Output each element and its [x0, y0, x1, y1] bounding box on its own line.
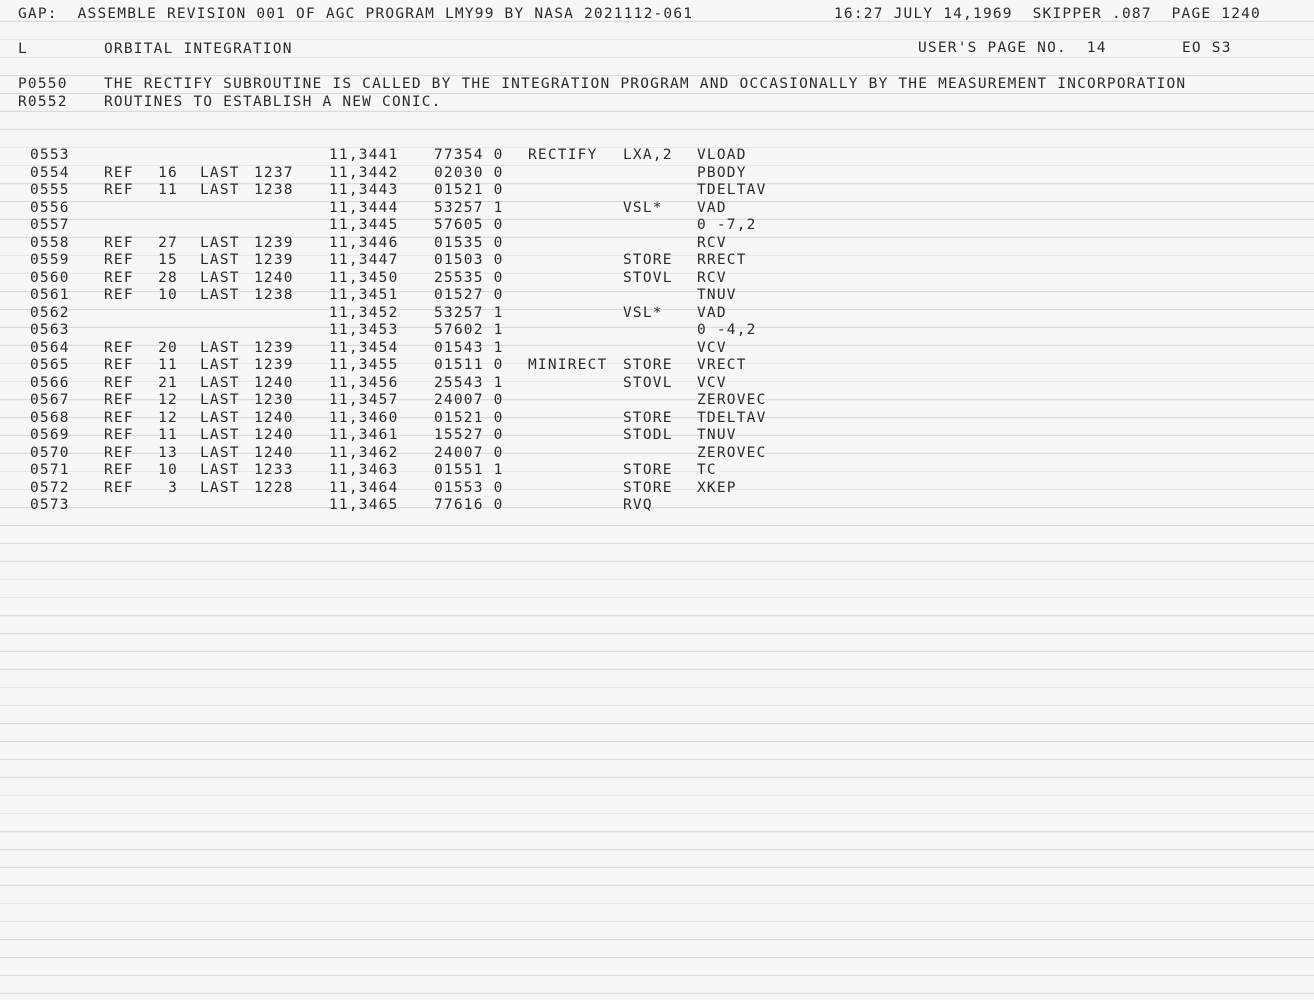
line-number: 0553: [30, 147, 70, 163]
last-keyword: LAST: [200, 287, 240, 303]
address: 11,3441: [329, 147, 399, 163]
ref-count: 21: [158, 374, 178, 391]
ref-count: 11: [158, 427, 178, 443]
octal-word: 24007 0: [434, 444, 504, 461]
ref-keyword: REF: [104, 182, 134, 198]
last-page: 1239: [254, 357, 294, 373]
operand: VCV: [697, 374, 727, 391]
last-keyword: LAST: [200, 409, 240, 426]
ref-count: 12: [158, 409, 178, 426]
operand: TNUV: [697, 287, 737, 303]
address: 11,3463: [329, 462, 399, 478]
ref-keyword: REF: [104, 427, 134, 443]
opcode: STODL: [623, 427, 673, 443]
operand: VCV: [697, 339, 727, 356]
last-page: 1240: [254, 427, 294, 443]
ref-keyword: REF: [104, 164, 134, 181]
last-keyword: LAST: [200, 234, 240, 251]
ref-count: 10: [158, 462, 178, 478]
octal-word: 01511 0: [434, 357, 504, 373]
line-number: 0563: [30, 322, 70, 338]
line-number: 0568: [30, 409, 70, 426]
last-keyword: LAST: [200, 479, 240, 496]
ref-keyword: REF: [104, 462, 134, 478]
last-keyword: LAST: [200, 392, 240, 408]
ref-keyword: REF: [104, 252, 134, 268]
operand: 0 -4,2: [697, 322, 757, 338]
last-keyword: LAST: [200, 462, 240, 478]
opcode: STORE: [623, 357, 673, 373]
line-number: 0564: [30, 339, 70, 356]
address: 11,3446: [329, 234, 399, 251]
octal-word: 01521 0: [434, 182, 504, 198]
octal-word: 77354 0: [434, 147, 504, 163]
line-number: 0567: [30, 392, 70, 408]
last-page: 1230: [254, 392, 294, 408]
operand: VRECT: [697, 357, 747, 373]
opcode: STOVL: [623, 269, 673, 286]
operand: VLOAD: [697, 147, 747, 163]
ref-keyword: REF: [104, 374, 134, 391]
octal-word: 01521 0: [434, 409, 504, 426]
line-number: 0560: [30, 269, 70, 286]
opcode: STORE: [623, 409, 673, 426]
opcode: STORE: [623, 252, 673, 268]
address: 11,3450: [329, 269, 399, 286]
line-number: 0566: [30, 374, 70, 391]
line-number: 0557: [30, 217, 70, 233]
ref-count: 27: [158, 234, 178, 251]
octal-word: 01551 1: [434, 462, 504, 478]
octal-word: 53257 1: [434, 304, 504, 321]
operand: XKEP: [697, 479, 737, 496]
address: 11,3447: [329, 252, 399, 268]
octal-word: 15527 0: [434, 427, 504, 443]
remark-text: ROUTINES TO ESTABLISH A NEW CONIC.: [104, 94, 442, 110]
operand: VAD: [697, 304, 727, 321]
line-number: 0559: [30, 252, 70, 268]
operand: ZEROVEC: [697, 392, 767, 408]
ref-count: 12: [158, 392, 178, 408]
user-page-number: USER'S PAGE NO. 14: [918, 40, 1107, 56]
last-keyword: LAST: [200, 339, 240, 356]
line-number: 0562: [30, 304, 70, 321]
line-number: 0569: [30, 427, 70, 443]
operand: TDELTAV: [697, 409, 767, 426]
opcode: LXA,2: [623, 147, 673, 163]
remark-id: P0550: [18, 76, 68, 92]
last-keyword: LAST: [200, 444, 240, 461]
ref-keyword: REF: [104, 409, 134, 426]
line-number: 0573: [30, 497, 70, 513]
last-page: 1233: [254, 462, 294, 478]
last-page: 1240: [254, 269, 294, 286]
line-number: 0554: [30, 164, 70, 181]
address: 11,3457: [329, 392, 399, 408]
ref-keyword: REF: [104, 234, 134, 251]
symbol-label: MINIRECT: [528, 357, 608, 373]
opcode: STORE: [623, 479, 673, 496]
line-number: 0561: [30, 287, 70, 303]
remark-text: THE RECTIFY SUBROUTINE IS CALLED BY THE INTEGRATION PROGRAM AND OCCASIONALLY BY THE MEASUREMENT INCORPORATION: [104, 76, 1187, 92]
last-page: 1237: [254, 164, 294, 181]
section-title: ORBITAL INTEGRATION: [104, 41, 293, 57]
octal-word: 01527 0: [434, 287, 504, 303]
octal-word: 57602 1: [434, 322, 504, 338]
operand: PBODY: [697, 164, 747, 181]
last-page: 1239: [254, 234, 294, 251]
last-page: 1228: [254, 479, 294, 496]
octal-word: 77616 0: [434, 497, 504, 513]
octal-word: 25535 0: [434, 269, 504, 286]
last-page: 1240: [254, 444, 294, 461]
address: 11,3452: [329, 304, 399, 321]
last-page: 1240: [254, 409, 294, 426]
octal-word: 01543 1: [434, 339, 504, 356]
last-page: 1238: [254, 182, 294, 198]
section-tag: L: [18, 41, 28, 57]
ref-keyword: REF: [104, 392, 134, 408]
operand: TNUV: [697, 427, 737, 443]
operand: RRECT: [697, 252, 747, 268]
last-page: 1239: [254, 339, 294, 356]
section-code: EO S3: [1182, 40, 1232, 56]
operand: TC: [697, 462, 717, 478]
ref-count: 10: [158, 287, 178, 303]
opcode: VSL*: [623, 304, 663, 321]
last-keyword: LAST: [200, 182, 240, 198]
line-number: 0558: [30, 234, 70, 251]
address: 11,3456: [329, 374, 399, 391]
symbol-label: RECTIFY: [528, 147, 598, 163]
opcode: RVQ: [623, 497, 653, 513]
operand: RCV: [697, 269, 727, 286]
octal-word: 01535 0: [434, 234, 504, 251]
address: 11,3444: [329, 199, 399, 216]
operand: RCV: [697, 234, 727, 251]
last-page: 1239: [254, 252, 294, 268]
ref-keyword: REF: [104, 269, 134, 286]
operand: 0 -7,2: [697, 217, 757, 233]
opcode: VSL*: [623, 199, 663, 216]
ref-keyword: REF: [104, 339, 134, 356]
opcode: STORE: [623, 462, 673, 478]
opcode: STOVL: [623, 374, 673, 391]
remark-id: R0552: [18, 94, 68, 110]
octal-word: 53257 1: [434, 199, 504, 216]
ref-count: 28: [158, 269, 178, 286]
ref-keyword: REF: [104, 357, 134, 373]
line-number: 0556: [30, 199, 70, 216]
line-number: 0555: [30, 182, 70, 198]
operand: VAD: [697, 199, 727, 216]
line-number: 0572: [30, 479, 70, 496]
last-page: 1240: [254, 374, 294, 391]
address: 11,3451: [329, 287, 399, 303]
ref-count: 15: [158, 252, 178, 268]
last-keyword: LAST: [200, 427, 240, 443]
ref-keyword: REF: [104, 287, 134, 303]
address: 11,3445: [329, 217, 399, 233]
line-number: 0565: [30, 357, 70, 373]
address: 11,3461: [329, 427, 399, 443]
octal-word: 01553 0: [434, 479, 504, 496]
operand: TDELTAV: [697, 182, 767, 198]
address: 11,3465: [329, 497, 399, 513]
ref-count: 16: [158, 164, 178, 181]
line-number: 0571: [30, 462, 70, 478]
octal-word: 01503 0: [434, 252, 504, 268]
address: 11,3462: [329, 444, 399, 461]
ref-count: 11: [158, 357, 178, 373]
ref-keyword: REF: [104, 444, 134, 461]
octal-word: 24007 0: [434, 392, 504, 408]
address: 11,3455: [329, 357, 399, 373]
last-keyword: LAST: [200, 374, 240, 391]
last-keyword: LAST: [200, 357, 240, 373]
operand: ZEROVEC: [697, 444, 767, 461]
address: 11,3460: [329, 409, 399, 426]
last-page: 1238: [254, 287, 294, 303]
ref-count: 11: [158, 182, 178, 198]
address: 11,3464: [329, 479, 399, 496]
ref-count: 3: [168, 479, 178, 496]
ref-count: 13: [158, 444, 178, 461]
page-header-timestamp: 16:27 JULY 14,1969 SKIPPER .087 PAGE 1240: [834, 6, 1261, 22]
last-keyword: LAST: [200, 252, 240, 268]
address: 11,3443: [329, 182, 399, 198]
last-keyword: LAST: [200, 164, 240, 181]
ref-count: 20: [158, 339, 178, 356]
page-header-title: GAP: ASSEMBLE REVISION 001 OF AGC PROGRAM LMY99 BY NASA 2021112-061: [18, 6, 694, 22]
octal-word: 02030 0: [434, 164, 504, 181]
octal-word: 25543 1: [434, 374, 504, 391]
line-number: 0570: [30, 444, 70, 461]
octal-word: 57605 0: [434, 217, 504, 233]
address: 11,3442: [329, 164, 399, 181]
address: 11,3453: [329, 322, 399, 338]
last-keyword: LAST: [200, 269, 240, 286]
address: 11,3454: [329, 339, 399, 356]
ref-keyword: REF: [104, 479, 134, 496]
